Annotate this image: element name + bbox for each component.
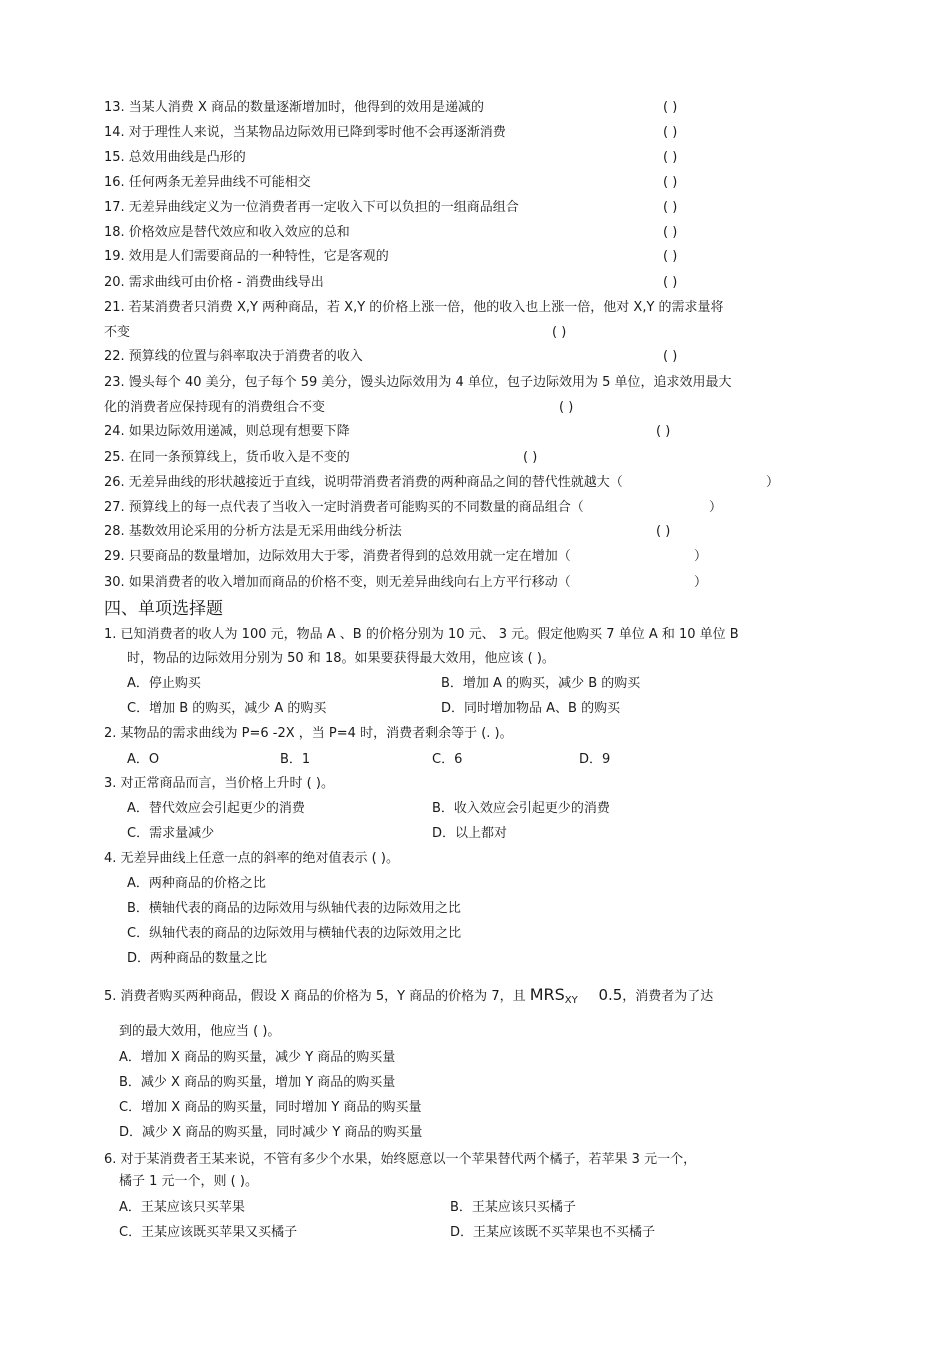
question-1-option-c: C．增加 B 的购买，减少 A 的购买 (127, 701, 327, 716)
answer-paren-14: ( ) (663, 125, 678, 140)
answer-paren-22: ( ) (663, 349, 678, 364)
tf-item-14: 14. 对于理性人来说，当某物品边际效用已降到零时他不会再逐渐消费 (104, 125, 506, 140)
tf-item-15: 15. 总效用曲线是凸形的 (104, 150, 246, 165)
section-title: 四、单项选择题 (104, 599, 223, 619)
tf-item-22: 22. 预算线的位置与斜率取决于消费者的收入 (104, 349, 363, 364)
answer-paren-30: ） (694, 575, 708, 590)
tf-item-21-cont: 不变 (104, 325, 131, 340)
tf-item-26: 26. 无差异曲线的形状越接近于直线，说明带消费者消费的两种商品之间的替代性就越大（ (104, 475, 623, 490)
tf-item-20: 20. 需求曲线可由价格 - 消费曲线导出 (104, 275, 324, 290)
question-1-stem: 1. 已知消费者的收人为 100 元，物品 A 、B 的价格分别为 10 元、 3 元。假定他购买 7 单位 A 和 10 单位 B (104, 627, 739, 642)
mrs-text: MRS (529, 985, 565, 1004)
answer-paren-28: ( ) (656, 524, 671, 539)
question-5-stem-post: ，消费者为了达 (622, 989, 714, 1004)
question-5-option-b: B．减少 X 商品的购买量，增加 Y 商品的购买量 (119, 1075, 396, 1090)
tf-item-16: 16. 任何两条无差异曲线不可能相交 (104, 175, 311, 190)
question-3-option-a: A．替代效应会引起更少的消费 (127, 801, 305, 816)
question-5-option-a: A．增加 X 商品的购买量，减少 Y 商品的购买量 (119, 1050, 396, 1065)
answer-paren-24: ( ) (656, 424, 671, 439)
question-3-option-b: B．收入效应会引起更少的消费 (432, 801, 610, 816)
tf-item-29: 29. 只要商品的数量增加，边际效用大于零，消费者得到的总效用就一定在增加（ (104, 549, 571, 564)
answer-paren-20: ( ) (663, 275, 678, 290)
tf-item-30: 30. 如果消费者的收入增加而商品的价格不变，则无差异曲线向右上方平行移动（ (104, 575, 571, 590)
question-5-stem-pre: 5. 消费者购买两种商品，假设 X 商品的价格为 5，Y 商品的价格为 7，且 (104, 989, 530, 1004)
tf-item-13: 13. 当某人消费 X 商品的数量逐渐增加时，他得到的效用是递减的 (104, 100, 484, 115)
question-4-option-a: A．两种商品的价格之比 (127, 876, 266, 891)
question-4-option-c: C．纵轴代表的商品的边际效用与横轴代表的边际效用之比 (127, 926, 462, 941)
question-1-option-b: B．增加 A 的购买，减少 B 的购买 (441, 676, 641, 691)
answer-paren-13: ( ) (663, 100, 678, 115)
question-4-option-b: B．横轴代表的商品的边际效用与纵轴代表的边际效用之比 (127, 901, 461, 916)
tf-item-25: 25. 在同一条预算线上，货币收入是不变的 (104, 450, 350, 465)
question-1-stem-cont: 时，物品的边际效用分别为 50 和 18。如果要获得最大效用，他应该 ( )。 (127, 651, 555, 666)
mrs-subscript: XY (564, 995, 578, 1006)
answer-paren-16: ( ) (663, 175, 678, 190)
mrs-value: 0.5 (598, 986, 623, 1004)
question-1-option-d: D．同时增加物品 A、B 的购买 (441, 701, 621, 716)
tf-item-21: 21. 若某消费者只消费 X,Y 两种商品，若 X,Y 的价格上涨一倍，他的收入也上涨一倍，他对 X,Y 的需求量将 (104, 300, 724, 315)
question-4-stem: 4. 无差异曲线上任意一点的斜率的绝对值表示 ( )。 (104, 851, 399, 866)
question-2-stem: 2. 某物品的需求曲线为 P=6 -2X ，当 P=4 时，消费者剩余等于 (. )。 (104, 726, 513, 741)
question-5-option-d: D．减少 X 商品的购买量，同时减少 Y 商品的购买量 (119, 1125, 423, 1140)
question-3-stem: 3. 对正常商品而言，当价格上升时 ( )。 (104, 776, 334, 791)
answer-paren-19: ( ) (663, 249, 678, 264)
question-4-option-d: D．两种商品的数量之比 (127, 951, 268, 966)
question-2-option-a: A．O (127, 752, 160, 767)
tf-item-19: 19. 效用是人们需要商品的一种特性，它是客观的 (104, 249, 389, 264)
answer-paren-25: ( ) (523, 450, 538, 465)
tf-item-27: 27. 预算线上的每一点代表了当收入一定时消费者可能购买的不同数量的商品组合（ (104, 500, 584, 515)
answer-paren-26: ） (766, 475, 780, 490)
question-6-option-c: C．王某应该既买苹果又买橘子 (119, 1225, 298, 1240)
tf-item-24: 24. 如果边际效用递减，则总现有想要下降 (104, 424, 350, 439)
question-5-stem (104, 986, 713, 1010)
answer-paren-15: ( ) (663, 150, 678, 165)
answer-paren-27: ） (709, 500, 723, 515)
question-6-option-b: B．王某应该只买橘子 (450, 1200, 576, 1215)
answer-paren-23: ( ) (559, 400, 574, 415)
question-6-option-d: D．王某应该既不买苹果也不买橘子 (450, 1225, 656, 1240)
question-5-stem-cont: 到的最大效用，他应当 ( )。 (119, 1024, 281, 1039)
question-3-option-d: D．以上都对 (432, 826, 508, 841)
question-5-option-c: C．增加 X 商品的购买量，同时增加 Y 商品的购买量 (119, 1100, 422, 1115)
question-3-option-c: C．需求量减少 (127, 826, 215, 841)
question-2-option-d: D．9 (579, 752, 611, 767)
tf-item-18: 18. 价格效应是替代效应和收入效应的总和 (104, 225, 350, 240)
question-6-stem-cont: 橘子 1 元一个，则 ( )。 (119, 1174, 258, 1189)
tf-item-23: 23. 馒头每个 40 美分，包子每个 59 美分，馒头边际效用为 4 单位，包子边际效用为 5 单位，追求效用最大 (104, 375, 732, 390)
mrs-symbol (530, 985, 578, 1004)
answer-paren-29: ） (694, 549, 708, 564)
answer-paren-21: ( ) (552, 325, 567, 340)
question-6-stem: 6. 对于某消费者王某来说，不管有多少个水果，始终愿意以一个苹果替代两个橘子，若苹果 3 元一个， (104, 1152, 697, 1167)
question-1-option-a: A．停止购买 (127, 676, 201, 691)
question-2-option-c: C．6 (432, 752, 463, 767)
tf-item-28: 28. 基数效用论采用的分析方法是无采用曲线分析法 (104, 524, 402, 539)
tf-item-17: 17. 无差异曲线定义为一位消费者再一定收入下可以负担的一组商品组合 (104, 200, 519, 215)
question-6-option-a: A．王某应该只买苹果 (119, 1200, 245, 1215)
answer-paren-17: ( ) (663, 200, 678, 215)
tf-item-23-cont: 化的消费者应保持现有的消费组合不变 (104, 400, 326, 415)
question-2-option-b: B．1 (280, 752, 311, 767)
answer-paren-18: ( ) (663, 225, 678, 240)
